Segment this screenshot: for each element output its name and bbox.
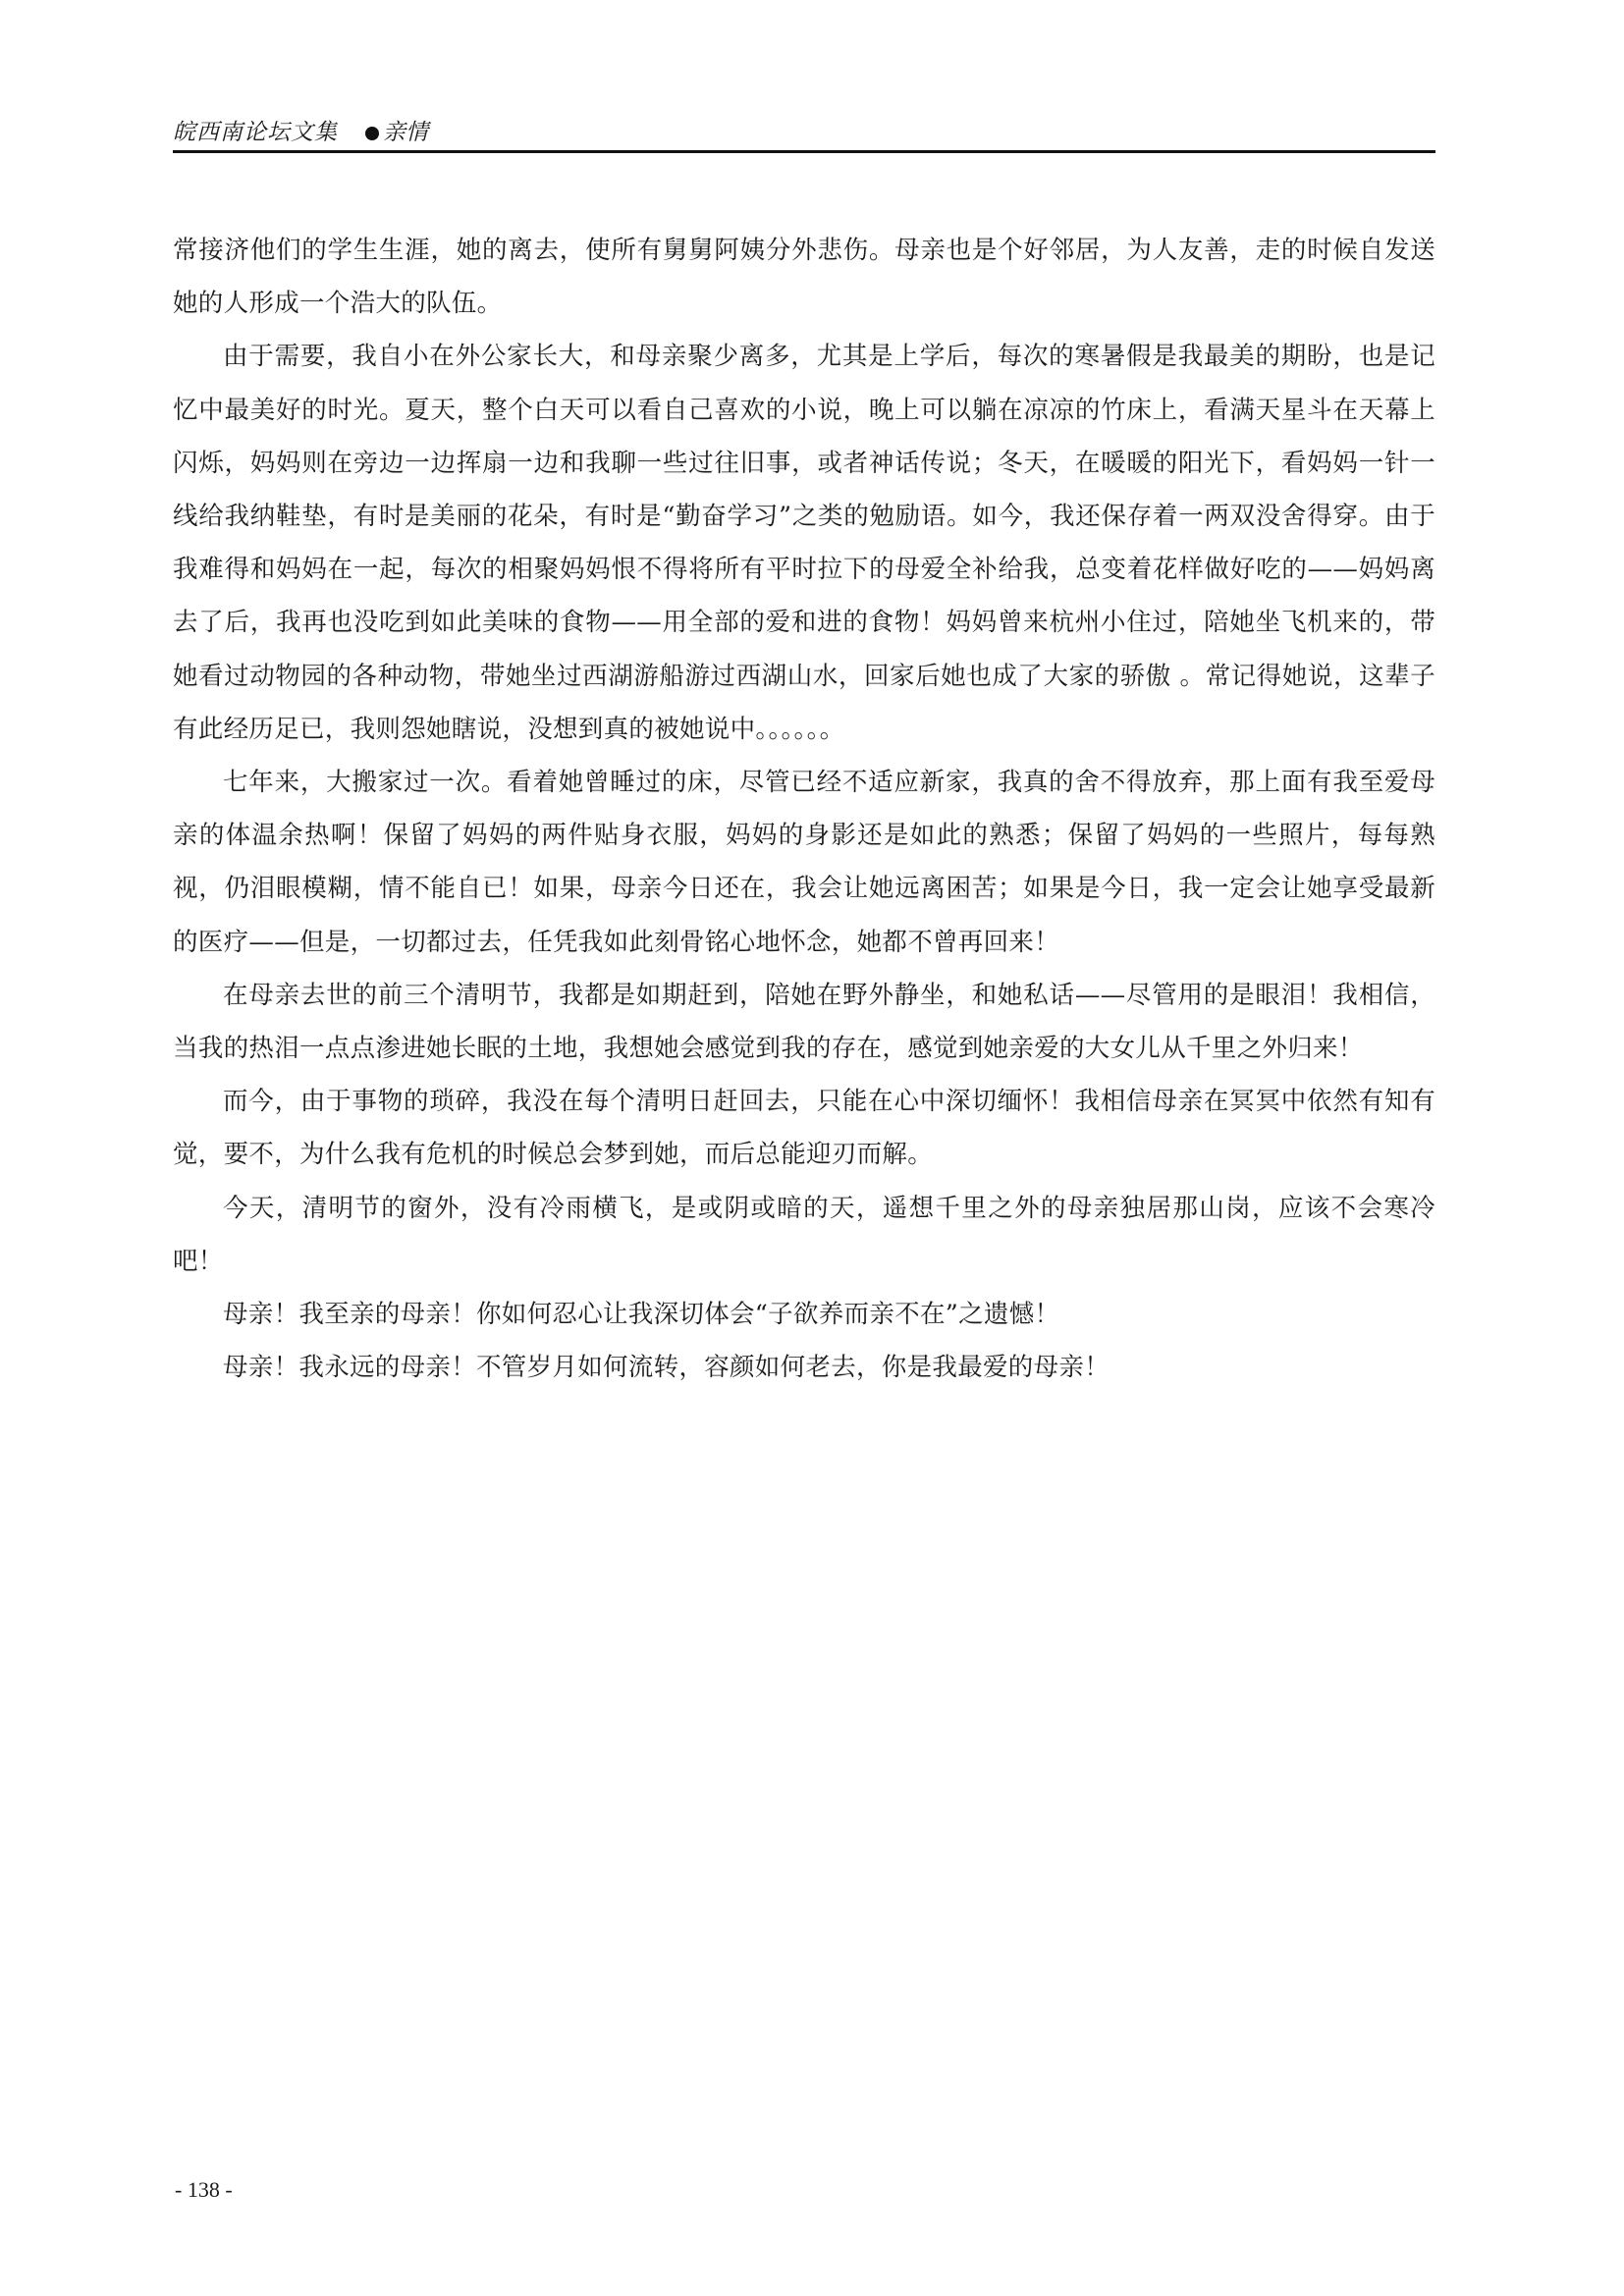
running-header xyxy=(173,116,1435,153)
paragraph: 母亲！我至亲的母亲！你如何忍心让我深切体会“子欲养而亲不在”之遗憾！ xyxy=(223,1300,1060,1330)
header-section: 亲情 xyxy=(383,120,428,145)
paragraph: 今天，清明节的窗外，没有冷雨横飞，是或阴或暗的天，遥想千里之外的母亲独居那山岗，应该不会寒冷吧！ xyxy=(173,1193,1435,1276)
header-title: 皖西南论坛文集 xyxy=(173,120,338,145)
paragraph: 常接济他们的学生生涯，她的离去，使所有舅舅阿姨分外悲伤。母亲也是个好邻居，为人友善，走的时候自发送她的人形成一个浩大的队伍。 xyxy=(173,236,1435,319)
paragraph: 七年来，大搬家过一次。看着她曾睡过的床，尽管已经不适应新家，我真的舍不得放弃，那上面有我至爱母亲的体温余热啊！保留了妈妈的两件贴身衣服，妈妈的身影还是如此的熟悉；保留了妈妈的一些照片，每每熟视，仍泪眼模糊，情不能自已！如果，母亲今日还在，我会让她远离困苦；如果是今日，我一定会让她享受最新的医疗——但是，一切都过去，任凭我如此刻骨铭心地怀念，她都不曾再回来！ xyxy=(173,768,1435,957)
bullet-icon xyxy=(365,127,379,140)
article-body xyxy=(173,224,1435,1394)
paragraph: 而今，由于事物的琐碎，我没在每个清明日赶回去，只能在心中深切缅怀！我相信母亲在冥冥中依然有知有觉，要不，为什么我有危机的时候总会梦到她，而后总能迎刃而解。 xyxy=(173,1087,1435,1170)
page-number: - 138 - xyxy=(175,2177,233,2202)
paragraph: 由于需要，我自小在外公家长大，和母亲聚少离多，尤其是上学后，每次的寒暑假是我最美的期盼，也是记忆中最美好的时光。夏天，整个白天可以看自己喜欢的小说，晚上可以躺在凉凉的竹床上，看满天星斗在天幕上闪烁，妈妈则在旁边一边挥扇一边和我聊一些过往旧事，或者神话传说；冬天，在暖暖的阳光下，看妈妈一针一线给我纳鞋垫，有时是美丽的花朵，有时是“勤奋学习”之类的勉励语。如今，我还保存着一两双没舍得穿。由于我难得和妈妈在一起，每次的相聚妈妈恨不得将所有平时拉下的母爱全补给我，总变着花样做好吃的——妈妈离去了后，我再也没吃到如此美味的食物——用全部的爱和进的食物！妈妈曾来杭州小住过，陪她坐飞机来的，带她看过动物园的各种动物，带她坐过西湖游船游过西湖山水，回家后她也成了大家的骄傲 。常记得她说，这辈子有此经历足已，我则怨她瞎说，没想到真的被她说中。。。。。。 xyxy=(173,342,1435,744)
paragraph: 在母亲去世的前三个清明节，我都是如期赶到，陪她在野外静坐，和她私话——尽管用的是眼泪！我相信，当我的热泪一点点渗进她长眠的土地，我想她会感觉到我的存在，感觉到她亲爱的大女儿从千里之外归来！ xyxy=(173,980,1435,1064)
paragraph: 母亲！我永远的母亲！不管岁月如何流转，容颜如何老去，你是我最爱的母亲！ xyxy=(223,1353,1110,1383)
